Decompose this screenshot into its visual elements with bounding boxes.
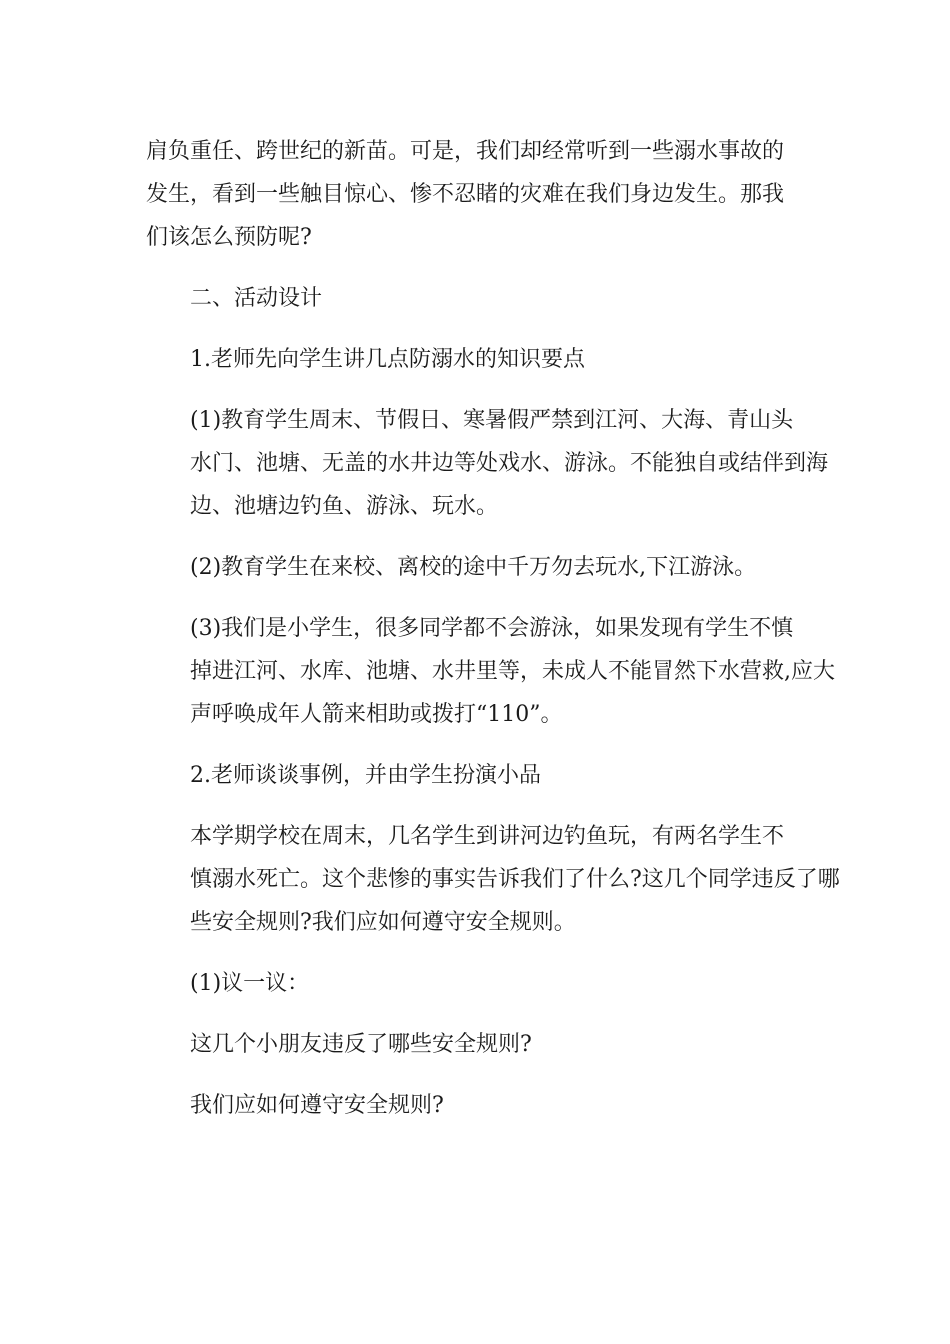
paragraph-item-3 [146, 607, 835, 736]
text-line: 发生，看到一些触目惊心、惨不忍睹的灾难在我们身边发生。那我 [146, 182, 785, 207]
text-line: 掉进江河、水库、池塘、水井里等，未成人不能冒然下水营救,应大 [190, 659, 835, 684]
paragraph-item-2 [146, 546, 806, 589]
subheading-case-study [146, 754, 806, 797]
text-line: 水门、池塘、无盖的水井边等处戏水、游泳。不能独自或结伴到海 [190, 451, 829, 476]
text-line: 们该怎么预防呢? [146, 225, 312, 250]
text-line: 肩负重任、跨世纪的新苗。可是，我们却经常听到一些溺水事故的 [146, 139, 785, 164]
text-line: (1)议一议： [190, 971, 310, 996]
text-line: 这几个小朋友违反了哪些安全规则? [190, 1032, 532, 1057]
text-line: (3)我们是小学生，很多同学都不会游泳，如果发现有学生不慎 [190, 616, 794, 641]
paragraph-item-1 [146, 399, 829, 528]
text-line: 声呼唤成年人箭来相助或拨打“110”。 [190, 702, 563, 727]
subheading-knowledge-points [146, 338, 806, 381]
text-line: 本学期学校在周末，几名学生到讲河边钓鱼玩，有两名学生不 [190, 824, 785, 849]
paragraph-case-description [146, 815, 840, 944]
question-rules-violated [146, 1023, 806, 1066]
question-how-to-follow-rules [146, 1084, 806, 1127]
paragraph-intro-continuation [146, 130, 806, 259]
text-line: 些安全规则?我们应如何遵守安全规则。 [190, 910, 576, 935]
subheading-discussion [146, 962, 806, 1005]
text-line: 我们应如何遵守安全规则? [190, 1093, 444, 1118]
document-page [146, 130, 840, 1145]
text-line: 慎溺水死亡。这个悲惨的事实告诉我们了什么?这几个同学违反了哪 [190, 867, 840, 892]
text-line: 二、活动设计 [190, 286, 323, 311]
text-line: (2)教育学生在来校、离校的途中千万勿去玩水,下江游泳。 [190, 555, 757, 580]
text-line: 2.老师谈谈事例，并由学生扮演小品 [190, 763, 541, 788]
text-line: 边、池塘边钓鱼、游泳、玩水。 [190, 494, 499, 519]
text-line: 1.老师先向学生讲几点防溺水的知识要点 [190, 347, 585, 372]
text-line: (1)教育学生周末、节假日、寒暑假严禁到江河、大海、青山头 [190, 408, 794, 433]
section-heading-activity-design [146, 277, 806, 320]
